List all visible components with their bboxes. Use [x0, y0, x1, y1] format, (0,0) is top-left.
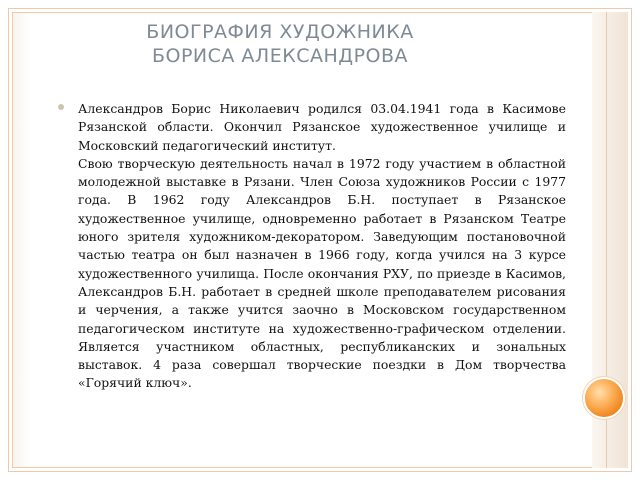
biography-paragraph-2: Свою творческую деятельность начал в 1972 году участием в областной молодежной выставке в Рязани. Член Союза художников России с 1977 года. В 1962 году Александров Б.Н. поступает в Рязанское художественное училище, одновременно работает в Рязанском Театре юного зрителя художником-декоратором. Заведующим постановочной частью театра он был назначен в 1966 году, когда учился на 3 курсе художественного училища. После окончания РХУ, по приезде в Касимов, Александров Б.Н. работает в средней школе преподавателем рисования и черчения, а также учится заочно в Московском государственном педагогическом институте на художественно-графическом отделении. Является участником областных, республиканских и зональных выставок. 4 раза совершал творческие поездки в Дом творчества «Горячий ключ».: [78, 155, 566, 391]
slide-title-line-2: БОРИСА АЛЕКСАНДРОВА: [151, 45, 409, 67]
orange-circle-decoration: [583, 377, 625, 419]
bullet-dot-icon: [58, 104, 64, 110]
biography-paragraph-1: Александров Борис Николаевич родился 03.04.1941 года в Касимове Рязанской области. Окончил Рязанское художественное училище и Московский педагогический институт.: [78, 101, 566, 153]
slide-title-line-1: БИОГРАФИЯ ХУДОЖНИКА: [146, 21, 414, 43]
slide-body: [61, 100, 566, 393]
slide-title: [70, 20, 490, 68]
